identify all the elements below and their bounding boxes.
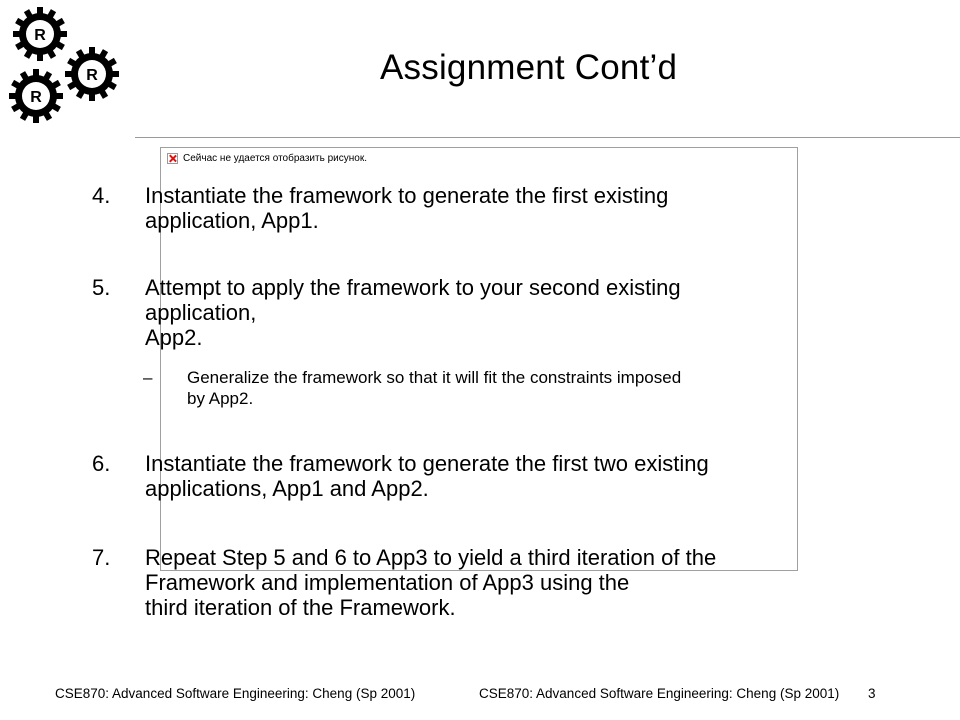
footer-left: CSE870: Advanced Software Engineering: Cheng (Sp 2001) [55, 686, 416, 701]
item-line: Repeat Step 5 and 6 to App3 to yield a third iteration of the [145, 545, 717, 570]
item-number: 5. [92, 275, 111, 300]
broken-image-text: Сейчас не удается отобразить рисунок. [183, 153, 367, 164]
item-line: applications, App1 and App2. [145, 476, 429, 501]
item-number: 7. [92, 545, 111, 570]
item-line: Instantiate the framework to generate the first existing [145, 183, 669, 208]
item-line: Framework and implementation of App3 using the [145, 570, 630, 595]
item-number: 6. [92, 451, 111, 476]
item-line: by App2. [187, 389, 254, 408]
gears-logo-icon [0, 0, 135, 135]
item-number: 4. [92, 183, 111, 208]
item-line: application, [145, 300, 257, 325]
broken-image-icon [167, 153, 178, 164]
slide-title: Assignment Cont’d [380, 48, 678, 87]
title-divider [135, 137, 960, 138]
page-number: 3 [868, 686, 876, 701]
logo-letter-top: R [34, 27, 46, 44]
dash-bullet: – [143, 368, 153, 387]
item-line: Generalize the framework so that it will fit the constraints imposed [187, 368, 682, 387]
item-line: Attempt to apply the framework to your second existing [145, 275, 681, 300]
footer-right: CSE870: Advanced Software Engineering: Cheng (Sp 2001) [479, 686, 840, 701]
item-line: application, App1. [145, 208, 319, 233]
item-line: third iteration of the Framework. [145, 595, 456, 620]
logo-letter-left: R [30, 89, 42, 106]
item-line: App2. [145, 325, 203, 350]
logo-letter-right: R [86, 67, 98, 84]
item-line: Instantiate the framework to generate the first two existing [145, 451, 709, 476]
